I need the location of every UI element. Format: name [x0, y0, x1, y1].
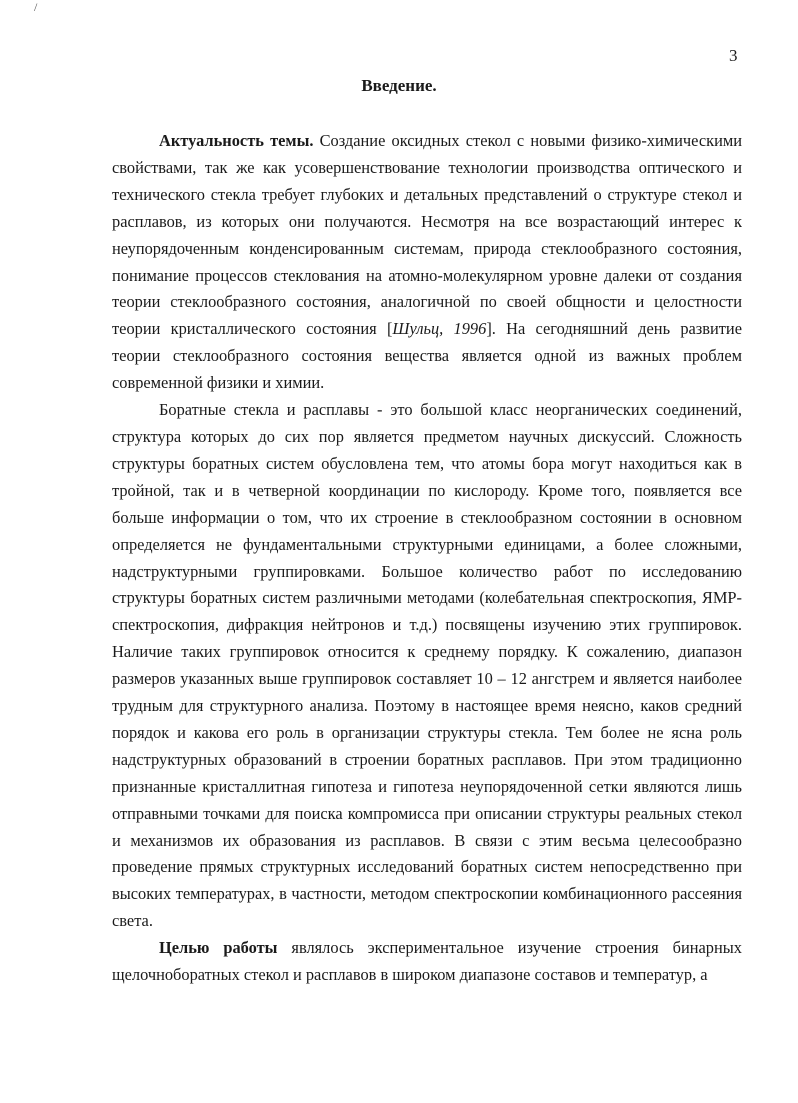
paragraph-lead: Актуальность темы.	[159, 131, 314, 150]
corner-mark: /	[34, 0, 38, 14]
document-body	[112, 128, 742, 989]
paragraph-text: Создание оксидных стекол с новыми физико-химическими свойствами, так же как усовершенствование технологии производства оптического и технического стекла требует глубоких и детальных представлений о структуре стекол и расплавов, из которых они получаются. Несмотря на все возрастающий интерес к неупорядоченным конденсированным системам, природа стеклообразного состояния, понимание процессов стеклования на атомно-молекулярном уровне далеки от создания теории стеклообразного состояния, аналогичной по своей общности и целостности теории кристаллического состояния [	[112, 131, 742, 339]
section-title: Введение.	[361, 76, 437, 95]
paragraph-relevance	[112, 128, 742, 397]
paragraph-text: ]. На сегодняшний день развитие теории стеклообразного состояния вещества является одной из важных проблем современной физики и химии.	[112, 319, 742, 393]
citation: Шульц, 1996	[392, 319, 487, 339]
paragraph-text: Боратные стекла и расплавы - это большой класс неорганических соединений, структура которых до сих пор является предметом научных дискуссий. Сложность структуры боратных систем обусловлена тем, что атомы бора могут находиться как в тройной, так и в четверной координации по кислороду. Кроме того, появляется все больше информации о том, что их строение в стеклообразном состоянии в основном определяется не фундаментальными структурными единицами, а более сложными, надструктурными группировками. Большое количество работ по исследованию структуры боратных систем различными методами (колебательная спектроскопия, ЯМР-спектроскопия, дифракция нейтронов и т.д.) посвящены изучению этих группировок. Наличие таких группировок относится к среднему порядку. К сожалению, диапазон размеров указанных выше группировок составляет 10 – 12 ангстрем и является наиболее трудным для структурного анализа. Поэтому в настоящее время неясно, каков средний порядок и какова его роль в организации структуры стекла. Тем более не ясна роль надструктурных образований в строении боратных расплавов. При этом традиционно признанные кристаллитная гипотеза и гипотеза неупорядоченной сетки являются лишь отправными точками для поиска компромисса при описании структуры реальных стекол и механизмов их образования из расплавов. В связи с этим весьма целесообразно проведение прямых структурных исследований боратных систем непосредственно при высоких температурах, в частности, методом спектроскопии комбинационного рассеяния света.	[112, 400, 742, 931]
page-number: 3	[729, 46, 738, 65]
paragraph-borate-glasses	[112, 397, 742, 935]
paragraph-goal	[112, 935, 742, 989]
paragraph-text: являлось экспериментальное изучение строения бинарных щелочноборатных стекол и расплавов в широком диапазоне составов и температур, а	[112, 938, 742, 985]
paragraph-lead: Целью работы	[159, 938, 278, 958]
